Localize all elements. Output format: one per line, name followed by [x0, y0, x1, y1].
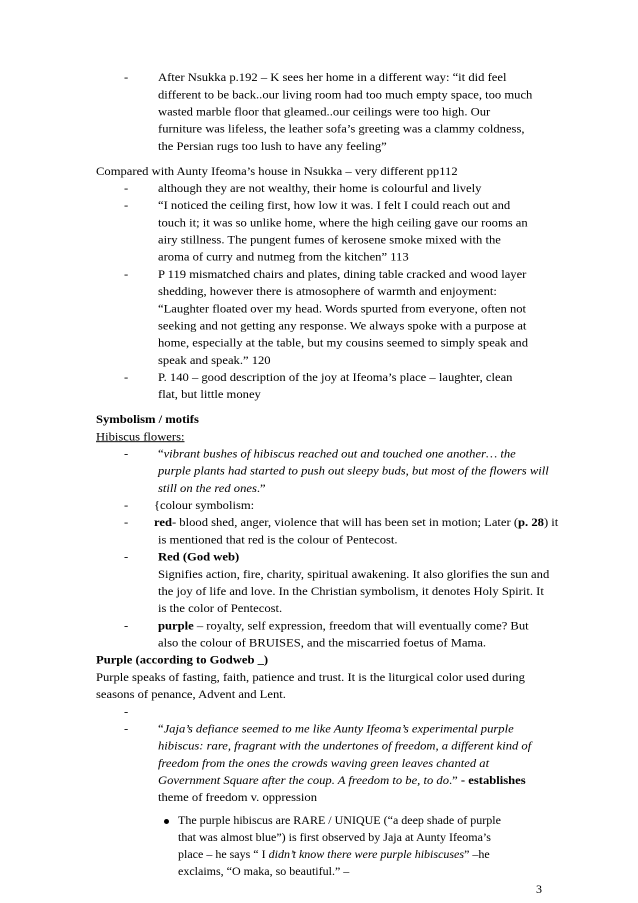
red-godweb-line-1: Signifies action, fire, charity, spiritual awakening. It also glorifies the sun and: [158, 567, 550, 581]
hibiscus-heading: Hibiscus flowers:: [96, 429, 185, 444]
red-word: red: [154, 515, 172, 530]
compare-item-3-line-6: speak and speak.” 120: [158, 353, 271, 367]
list-dash: -: [124, 181, 129, 195]
top-item-line-3: wasted marble floor that gleamed..our ceilings were too high. Our: [158, 105, 491, 119]
jaja-quote-line-2: hibiscus: rare, fragrant with the undertones of freedom, a different kind of: [158, 739, 532, 753]
list-dash: -: [124, 721, 129, 736]
compare-item-2-line-4: aroma of curry and nutmeg from the kitchen” 113: [158, 250, 409, 264]
purple-godweb-heading: Purple (according to Godweb _): [96, 653, 269, 667]
list-dash: -: [124, 267, 129, 281]
jaja-quote-text-4: Government Square after the coup. A freedom to be, to do: [158, 773, 450, 787]
list-dash: -: [124, 70, 129, 85]
compare-item-3-line-4: seeking and not getting any response. We always spoke with a purpose at: [158, 318, 527, 333]
page-number: 3: [536, 882, 542, 896]
page-reference: p. 28: [518, 515, 544, 530]
bullet-line-3-italic: didn’t know there were purple hibiscuses: [268, 847, 465, 861]
compare-item-2-line-1: “I noticed the ceiling first, how low it was. I felt I could reach out and: [158, 198, 511, 213]
list-dash: -: [124, 370, 129, 384]
bullet-dot: [164, 819, 169, 824]
open-quote: “: [158, 721, 164, 736]
red-item-line-2: is mentioned that red is the colour of Pentecost.: [158, 532, 398, 547]
jaja-quote-line-3: freedom from the ones the crowds waving green leaves chanted at: [158, 756, 490, 770]
compare-item-3-line-2: shedding, however there is atmosophere of warmth and enjoyment:: [158, 284, 497, 298]
bullet-line-2: that was almost blue”) is first observed by Jaja at Aunty Ifeoma’s: [178, 830, 491, 844]
purple-godweb-line-1: Purple speaks of fasting, faith, patience and trust. It is the liturgical color used during: [96, 670, 525, 684]
compare-item-4-line-1: P. 140 – good description of the joy at Ifeoma’s place – laughter, clean: [158, 370, 513, 384]
purple-word: purple: [158, 618, 194, 633]
top-item-line-5: the Persian rugs too lush to have any feeling”: [158, 139, 387, 153]
top-item-line-1: After Nsukka p.192 – K sees her home in a different way: “it did feel: [158, 70, 507, 85]
compare-item-2-line-3: airy stillness. The pungent fumes of kerosene smoke mixed with the: [158, 233, 501, 247]
jaja-quote-tail: - establishes: [457, 773, 526, 787]
symbolism-heading: Symbolism / motifs: [96, 412, 199, 426]
red-item-end: ) it: [543, 515, 559, 530]
red-godweb-line-3: is the color of Pentecost.: [158, 601, 283, 616]
compare-item-2-line-2: touch it; it was so unlike home, where the high ceiling gave our rooms an: [158, 215, 528, 230]
list-dash: -: [124, 446, 129, 461]
list-dash: -: [124, 198, 129, 213]
top-item-line-4: furniture was lifeless, the leather sofa’s greeting was a clammy coldness,: [158, 122, 525, 136]
bullet-line-3-start: place – he says “ I: [178, 847, 269, 861]
bullet-line-4: exclaims, “O maka, so beautiful.” –: [178, 864, 350, 878]
close-quote: .”: [449, 773, 458, 787]
jaja-quote-text-1: Jaja’s defiance seemed to me like Aunty Ifeoma’s experimental purple: [163, 721, 514, 736]
compare-item-3-line-3: “Laughter floated over my head. Words spurted from everyone, often not: [158, 301, 527, 316]
bullet-line-1: The purple hibiscus are RARE / UNIQUE (“a deep shade of purple: [178, 813, 501, 827]
hibiscus-quote-text-3: still on the red ones: [158, 481, 257, 495]
list-dash: -: [124, 498, 129, 512]
colour-symbolism: {colour symbolism:: [154, 498, 255, 512]
bullet-line-3-end: ” –he: [464, 847, 490, 861]
red-godweb-line-2: the joy of life and love. In the Christian symbolism, it denotes Holy Spirit. It: [158, 584, 544, 598]
red-godweb-heading: Red (God web): [158, 550, 240, 564]
close-quote: .”: [256, 481, 266, 495]
top-item-line-2: different to be back..our living room had too much empty space, too much: [158, 87, 533, 102]
purple-item-text: – royalty, self expression, freedom that will eventually come? But: [193, 618, 529, 633]
list-dash: -: [124, 550, 129, 564]
compare-item-3-line-5: home, especially at the table, but my cousins seemed to simply speak and: [158, 336, 529, 350]
open-quote: “: [158, 446, 164, 461]
red-item-text: - blood shed, anger, violence that will has been set in motion; Later (: [171, 515, 519, 530]
hibiscus-quote-text-1: vibrant bushes of hibiscus reached out and touched one another… the: [163, 446, 516, 461]
compare-item-3-line-1: P 119 mismatched chairs and plates, dining table cracked and wood layer: [158, 267, 527, 281]
hibiscus-quote-line-2: purple plants had started to push out sleepy buds, but most of the flowers will: [158, 464, 549, 478]
purple-item-line-2: also the colour of BRUISES, and the miscarried foetus of Mama.: [158, 636, 487, 650]
compare-item-4-line-2: flat, but little money: [158, 387, 261, 402]
list-dash: -: [124, 618, 129, 633]
list-dash: -: [124, 704, 129, 719]
jaja-quote-line-5: theme of freedom v. oppression: [158, 790, 318, 805]
compare-item-1: although they are not wealthy, their home is colourful and lively: [158, 181, 482, 195]
bullet-line-3: [178, 846, 490, 862]
list-dash: -: [124, 515, 129, 530]
purple-godweb-line-2: seasons of penance, Advent and Lent.: [96, 687, 286, 701]
compare-heading: Compared with Aunty Ifeoma’s house in Nsukka – very different pp112: [96, 164, 458, 178]
